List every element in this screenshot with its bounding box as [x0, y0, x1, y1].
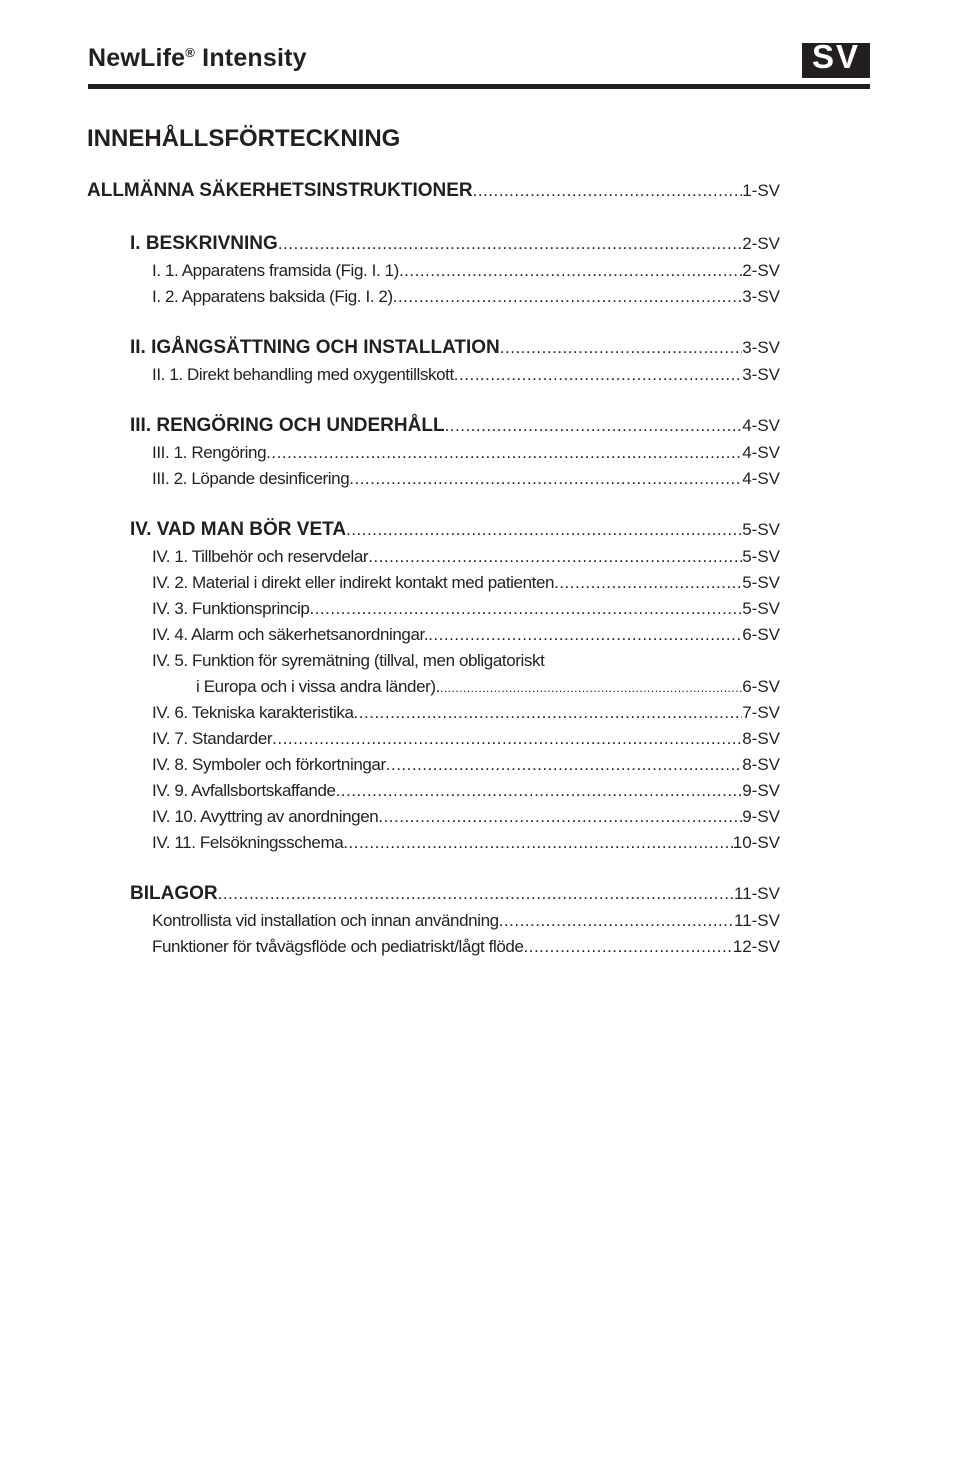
- toc-entry[interactable]: [152, 729, 780, 749]
- toc-entry-page: 2-SV: [742, 261, 780, 280]
- toc-entry-label: IV. 7. Standarder: [152, 729, 273, 748]
- toc-entry[interactable]: [152, 547, 780, 567]
- toc-entry-page: 4-SV: [742, 443, 780, 462]
- toc-entry-label[interactable]: IV. 5. Funktion för syremätning (tillval, men obligatoriskt: [152, 651, 545, 670]
- toc-entry[interactable]: [130, 337, 780, 359]
- toc-entry[interactable]: [130, 519, 780, 541]
- toc-entry-label: IV. 9. Avfallsbortskaffande: [152, 781, 336, 800]
- toc-entry-label: IV. 8. Symboler och förkortningar: [152, 755, 386, 774]
- toc-entry-label: IV. 2. Material i direkt eller indirekt kontakt med patienten: [152, 573, 555, 592]
- toc-entry-label: II. 1. Direkt behandling med oxygentillskott: [152, 365, 454, 384]
- toc-entry-label: IV. 3. Funktionsprincip: [152, 599, 310, 618]
- toc-entry-label: IV. 11. Felsökningsschema: [152, 833, 344, 852]
- toc-entry-label: I. 1. Apparatens framsida (Fig. I. 1): [152, 261, 399, 280]
- toc-entry[interactable]: [152, 937, 780, 957]
- toc-entry[interactable]: [152, 599, 780, 619]
- toc-entry-page: 1-SV: [742, 181, 780, 200]
- toc-entry-label: III. 1. Rengöring: [152, 443, 267, 462]
- toc-entry-label: III. RENGÖRING OCH UNDERHÅLL: [130, 415, 445, 436]
- toc-entry-label: I. BESKRIVNING: [130, 233, 278, 254]
- toc-entry[interactable]: [152, 469, 780, 489]
- toc-entry-label: IV. VAD MAN BÖR VETA: [130, 519, 347, 540]
- toc-entry-label: Kontrollista vid installation och innan användning: [152, 911, 499, 930]
- toc-entry[interactable]: [130, 883, 780, 905]
- toc-entry[interactable]: [152, 573, 780, 593]
- toc-title: INNEHÅLLSFÖRTECKNING: [87, 125, 401, 152]
- toc-entry[interactable]: [152, 807, 780, 827]
- toc-entry-label: I. 2. Apparatens baksida (Fig. I. 2): [152, 287, 393, 306]
- brand-title: [88, 44, 307, 73]
- toc-entry-page: 11-SV: [734, 884, 780, 903]
- toc-entry-page: 8-SV: [742, 729, 780, 748]
- toc-entry-page: 6-SV: [742, 625, 780, 644]
- toc-entry-page: 5-SV: [742, 547, 780, 566]
- toc-entry-label: Funktioner för tvåvägsflöde och pediatriskt/lågt flöde: [152, 937, 524, 956]
- toc-entry[interactable]: [152, 625, 780, 645]
- toc-entry-label: IV. 4. Alarm och säkerhetsanordningar.: [152, 625, 429, 644]
- toc-entry-page: 7-SV: [742, 703, 780, 722]
- toc-entry[interactable]: [152, 365, 780, 385]
- toc-entry-page: 4-SV: [742, 469, 780, 488]
- toc-entry-page: 4-SV: [742, 416, 780, 435]
- toc-entry-page: 6-SV: [742, 677, 780, 696]
- toc-entry[interactable]: [152, 443, 780, 463]
- toc-entry-label: BILAGOR: [130, 883, 218, 904]
- toc-entry[interactable]: [152, 833, 780, 853]
- page-header: [88, 40, 870, 88]
- toc-entry-page: 11-SV: [734, 911, 780, 930]
- language-badge: SV: [802, 43, 870, 78]
- registered-mark: ®: [185, 45, 196, 60]
- toc-entry-label: II. IGÅNGSÄTTNING OCH INSTALLATION: [130, 337, 500, 358]
- toc-entry[interactable]: [152, 911, 780, 931]
- toc-entry-page: 5-SV: [742, 599, 780, 618]
- toc-entry[interactable]: [152, 755, 780, 775]
- toc-entry-label: ALLMÄNNA SÄKERHETSINSTRUKTIONER: [87, 180, 473, 201]
- toc-entry-page: 5-SV: [742, 573, 780, 592]
- toc-entry-label: IV. 6. Tekniska karakteristika: [152, 703, 354, 722]
- toc-entry-label: IV. 10. Avyttring av anordningen: [152, 807, 379, 826]
- header-rule: [88, 84, 870, 89]
- toc-entry[interactable]: [152, 261, 780, 281]
- toc-entry-page: 10-SV: [732, 833, 780, 852]
- toc-entry[interactable]: [152, 781, 780, 801]
- toc-entry-page: 12-SV: [732, 937, 780, 956]
- toc-entry-page: 3-SV: [742, 338, 780, 357]
- toc-entry-page: 8-SV: [742, 755, 780, 774]
- toc-entry[interactable]: [130, 415, 780, 437]
- toc-entry-label: i Europa och i vissa andra länder).: [196, 677, 440, 696]
- toc-entry[interactable]: [196, 677, 780, 697]
- toc-entry-page: 3-SV: [742, 287, 780, 306]
- toc-entry-page: 3-SV: [742, 365, 780, 384]
- brand-name: NewLife: [88, 44, 186, 72]
- toc-entry[interactable]: [130, 233, 780, 255]
- toc-entry-page: 9-SV: [742, 781, 780, 800]
- toc-entry[interactable]: [152, 287, 780, 307]
- toc-entry[interactable]: [152, 703, 780, 723]
- toc-entry-label: III. 2. Löpande desinficering: [152, 469, 350, 488]
- toc-entry-page: 9-SV: [742, 807, 780, 826]
- toc-entry-page: 5-SV: [742, 520, 780, 539]
- brand-suffix: Intensity: [195, 44, 307, 72]
- toc-entry-label: IV. 1. Tillbehör och reservdelar: [152, 547, 369, 566]
- toc-entry-page: 2-SV: [742, 234, 780, 253]
- toc-entry[interactable]: [87, 180, 780, 202]
